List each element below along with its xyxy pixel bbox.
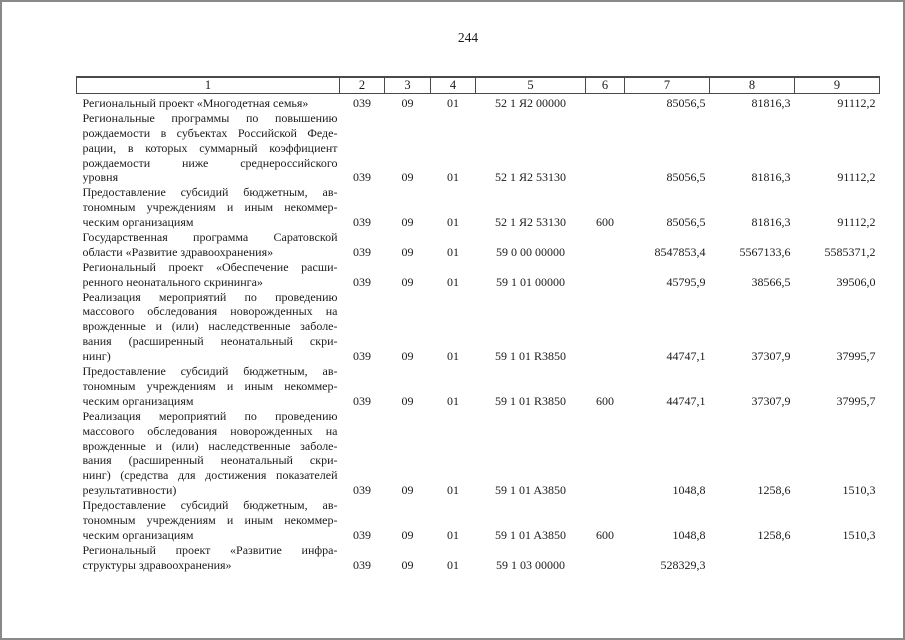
name-line: Региональный проект «Многодетная семья» [82, 96, 309, 111]
cell-col9: 37995,7 [836, 349, 876, 364]
cell-col6 [586, 230, 625, 260]
cell-col9: 1510,3 [842, 527, 876, 542]
cell-col1-name [77, 230, 340, 260]
column-header: 9 [795, 77, 880, 94]
column-header: 7 [625, 77, 710, 94]
name-line: рации, в которых суммарный коэффициент [82, 140, 338, 155]
cell-col7: 85056,5 [666, 96, 706, 110]
cell-col4: 01 [447, 244, 459, 259]
name-line: Региональный проект «Обеспечение расши- [82, 259, 338, 274]
column-header: 3 [385, 77, 431, 94]
cell-col5: 59 1 01 00000 [496, 274, 565, 289]
table-row [77, 543, 880, 573]
cell-col4: 01 [447, 557, 459, 572]
table-row [77, 260, 880, 290]
cell-col1-name [77, 364, 340, 409]
column-header: 2 [340, 77, 385, 94]
table-row [77, 230, 880, 260]
column-header: 6 [586, 77, 625, 94]
cell-col2: 039 [353, 349, 371, 364]
cell-col2: 039 [353, 96, 371, 110]
cell-col9: 91112,2 [837, 96, 876, 110]
cell-col3: 09 [401, 170, 414, 185]
cell-col5: 59 1 01 R3850 [494, 349, 566, 364]
cell-col8: 38566,5 [751, 274, 791, 289]
name-line: Предоставление субсидий бюджетным, ав- [82, 185, 338, 200]
cell-col1-name [77, 260, 340, 290]
cell-col2: 039 [353, 274, 371, 289]
cell-col9: 37995,7 [836, 393, 876, 408]
table-row [77, 409, 880, 498]
cell-col8: 1258,6 [757, 483, 791, 498]
table-row [77, 185, 880, 230]
name-line: тономным учреждениям и иным некоммер- [82, 200, 338, 215]
cell-col2: 039 [353, 244, 371, 259]
cell-col6: 600 [596, 527, 614, 542]
cell-col2: 039 [353, 170, 371, 185]
cell-col5: 59 1 03 00000 [496, 557, 565, 572]
cell-col9: 39506,0 [836, 274, 876, 289]
cell-col1-name [77, 543, 340, 573]
cell-col1-name [77, 290, 340, 364]
cell-col7: 1048,8 [672, 527, 706, 542]
cell-col6 [586, 409, 625, 498]
cell-col5: 59 1 01 A3850 [494, 527, 566, 542]
name-line: рождаемости ниже среднероссийского [82, 155, 338, 170]
name-line: структуры здравоохранения» [82, 557, 232, 572]
name-line: тономным учреждениям и иным некоммер- [82, 512, 338, 527]
name-line: ческим организациям [82, 527, 194, 542]
cell-col3: 09 [401, 244, 414, 259]
cell-col3: 09 [401, 527, 414, 542]
cell-col6 [586, 111, 625, 185]
cell-col4: 01 [447, 96, 459, 110]
name-line: уровня [82, 170, 119, 185]
cell-col2: 039 [353, 215, 371, 230]
table-row [77, 290, 880, 364]
name-line: ческим организациям [82, 215, 194, 230]
cell-col8: 81816,3 [751, 215, 791, 230]
cell-col9: 1510,3 [842, 483, 876, 498]
cell-col7: 1048,8 [672, 483, 706, 498]
cell-col9: 5585371,2 [824, 244, 876, 259]
table-body [77, 94, 880, 573]
cell-col8: 5567133,6 [739, 244, 791, 259]
name-line: рождаемости в субъектах Российской Феде- [82, 125, 338, 140]
cell-col4: 01 [447, 349, 459, 364]
name-line: Предоставление субсидий бюджетным, ав- [82, 364, 338, 379]
cell-col3: 09 [401, 274, 414, 289]
table-row [77, 498, 880, 543]
cell-col4: 01 [447, 274, 459, 289]
name-line: вания (расширенный неонатальный скри- [82, 453, 338, 468]
cell-col6: 600 [596, 393, 614, 408]
cell-col7: 85056,5 [666, 170, 706, 185]
cell-col1-name [77, 94, 340, 111]
cell-col5: 59 1 01 R3850 [494, 393, 566, 408]
cell-col5: 52 1 Я2 53130 [494, 170, 566, 185]
table-row [77, 111, 880, 185]
cell-col4: 01 [447, 483, 459, 498]
name-line: ренного неонатального скрининга» [82, 274, 263, 289]
cell-col4: 01 [447, 215, 459, 230]
cell-col9: 91112,2 [837, 170, 876, 185]
column-header: 5 [476, 77, 586, 94]
cell-col3: 09 [401, 483, 414, 498]
cell-col6 [586, 543, 625, 573]
name-line: результативности) [82, 483, 177, 498]
cell-col1-name [77, 409, 340, 498]
cell-col5: 52 1 Я2 53130 [494, 215, 566, 230]
name-line: массового обследования новорожденных на [82, 304, 338, 319]
name-line: тономным учреждениям и иным некоммер- [82, 378, 338, 393]
name-line: врожденные и (или) наследственные заболе- [82, 319, 338, 334]
name-line: врожденные и (или) наследственные заболе- [82, 438, 338, 453]
cell-col7: 44747,1 [666, 349, 706, 364]
name-line: Государственная программа Саратовской [82, 230, 338, 245]
cell-col2: 039 [353, 527, 371, 542]
name-line: нинг) (средства для достижения показателей [82, 468, 338, 483]
cell-col1-name [77, 111, 340, 185]
cell-col4: 01 [447, 527, 459, 542]
name-line: массового обследования новорожденных на [82, 423, 338, 438]
cell-col2: 039 [353, 483, 371, 498]
table-header [77, 77, 880, 94]
cell-col7: 85056,5 [666, 215, 706, 230]
cell-col3: 09 [401, 349, 414, 364]
cell-col5: 59 0 00 00000 [496, 244, 565, 259]
cell-col3: 09 [401, 215, 414, 230]
cell-col4: 01 [447, 393, 459, 408]
cell-col2: 039 [353, 557, 371, 572]
name-line: Региональный проект «Развитие инфра- [82, 542, 338, 557]
cell-col8: 37307,9 [751, 349, 791, 364]
cell-col3: 09 [401, 393, 414, 408]
cell-col7: 44747,1 [666, 393, 706, 408]
cell-col5: 59 1 01 A3850 [494, 483, 566, 498]
cell-col9: 91112,2 [837, 215, 876, 230]
cell-col8: 37307,9 [751, 393, 791, 408]
cell-col6 [586, 94, 625, 111]
cell-col6 [586, 290, 625, 364]
cell-col1-name [77, 498, 340, 543]
name-line: Предоставление субсидий бюджетным, ав- [82, 498, 338, 513]
name-line: Региональные программы по повышению [82, 110, 338, 125]
name-line: Реализация мероприятий по проведению [82, 289, 338, 304]
cell-col9 [795, 543, 880, 573]
name-line: нинг) [82, 349, 111, 364]
table-header-row [77, 77, 880, 94]
cell-col7: 528329,3 [660, 557, 706, 572]
cell-col4: 01 [447, 170, 459, 185]
cell-col5: 52 1 Я2 00000 [494, 96, 566, 110]
cell-col3: 09 [401, 557, 414, 572]
column-header: 4 [431, 77, 476, 94]
cell-col8 [710, 543, 795, 573]
name-line: ческим организациям [82, 393, 194, 408]
cell-col8: 81816,3 [751, 170, 791, 185]
page-number: 244 [457, 30, 479, 45]
table-row [77, 364, 880, 409]
name-line: вания (расширенный неонатальный скри- [82, 334, 338, 349]
cell-col3: 09 [401, 96, 414, 110]
cell-col6 [586, 260, 625, 290]
column-header: 1 [77, 77, 340, 94]
cell-col1-name [77, 185, 340, 230]
cell-col6: 600 [596, 215, 614, 230]
cell-col8: 1258,6 [757, 527, 791, 542]
cell-col2: 039 [353, 393, 371, 408]
cell-col8: 81816,3 [751, 96, 791, 110]
column-header: 8 [710, 77, 795, 94]
table-row [77, 94, 880, 111]
cell-col7: 8547853,4 [654, 244, 706, 259]
name-line: области «Развитие здравоохранения» [82, 244, 274, 259]
name-line: Реализация мероприятий по проведению [82, 408, 338, 423]
cell-col7: 45795,9 [666, 274, 706, 289]
budget-table [76, 76, 880, 573]
